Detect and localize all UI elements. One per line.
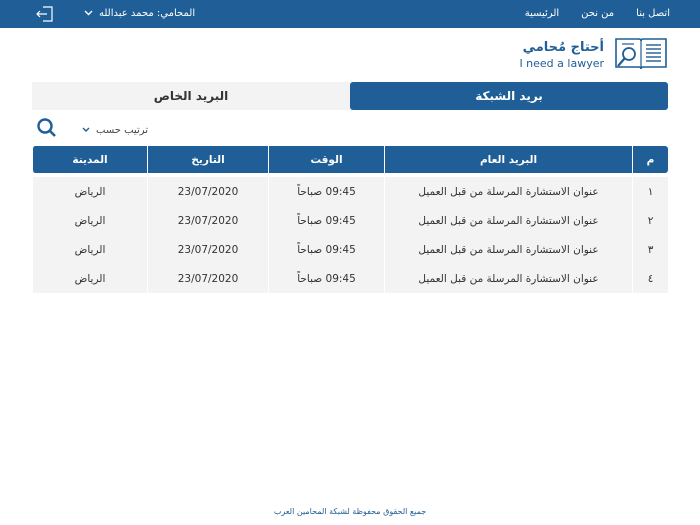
row-number: ٣ [632,235,668,264]
logout-icon[interactable] [36,6,54,22]
col-date: التاريخ [147,146,268,173]
sort-dropdown[interactable] [82,125,148,136]
row-mail-subject[interactable]: عنوان الاستشارة المرسلة من قبل العميل [384,206,632,235]
col-number: م [632,146,668,173]
row-city: الرياض [32,235,147,264]
mail-table [32,146,668,293]
row-number: ١ [632,177,668,206]
book-search-icon [614,36,668,74]
chevron-down-icon [82,125,90,136]
table-row[interactable] [32,177,668,206]
row-date: 23/07/2020 [147,177,268,206]
row-time: 09:45 صباحاً [268,206,384,235]
logo-title-en: I need a lawyer [519,57,604,70]
table-row[interactable] [32,264,668,293]
chevron-down-icon [84,8,93,19]
site-logo[interactable] [519,36,668,74]
row-number: ٢ [632,206,668,235]
tab-network-mail[interactable]: بريد الشبكة [350,82,668,110]
table-header [32,146,668,175]
nav-home[interactable]: الرئيسية [524,8,560,19]
nav-contact[interactable]: اتصل بنا [636,8,670,19]
footer-copyright: جميع الحقوق محفوظة لشبكة المحامين العرب [273,507,427,516]
row-mail-subject[interactable]: عنوان الاستشارة المرسلة من قبل العميل [384,235,632,264]
row-time: 09:45 صباحاً [268,177,384,206]
row-number: ٤ [632,264,668,293]
row-city: الرياض [32,177,147,206]
user-name: المحامي: محمد عبدالله [99,8,196,19]
tab-private-mail[interactable]: البريد الخاص [32,82,350,110]
sort-label: ترتيب حسب [96,124,149,136]
col-time: الوقت [268,146,384,173]
row-city: الرياض [32,264,147,293]
mail-tabs [32,82,668,110]
row-date: 23/07/2020 [147,264,268,293]
main-nav [525,8,670,19]
row-date: 23/07/2020 [147,235,268,264]
table-row[interactable] [32,235,668,264]
row-mail-subject[interactable]: عنوان الاستشارة المرسلة من قبل العميل [384,264,632,293]
table-row[interactable] [32,206,668,235]
row-time: 09:45 صباحاً [268,235,384,264]
top-navbar [0,0,700,28]
row-city: الرياض [32,206,147,235]
col-city: المدينة [32,146,147,173]
logo-title-ar: أحتاج مُحامي [522,40,604,55]
nav-about[interactable]: من نحن [581,8,615,19]
row-date: 23/07/2020 [147,206,268,235]
row-time: 09:45 صباحاً [268,264,384,293]
search-icon[interactable] [36,118,58,142]
col-mail: البريد العام [384,146,632,173]
user-menu[interactable] [84,8,195,19]
row-mail-subject[interactable]: عنوان الاستشارة المرسلة من قبل العميل [384,177,632,206]
toolbar [36,118,148,142]
